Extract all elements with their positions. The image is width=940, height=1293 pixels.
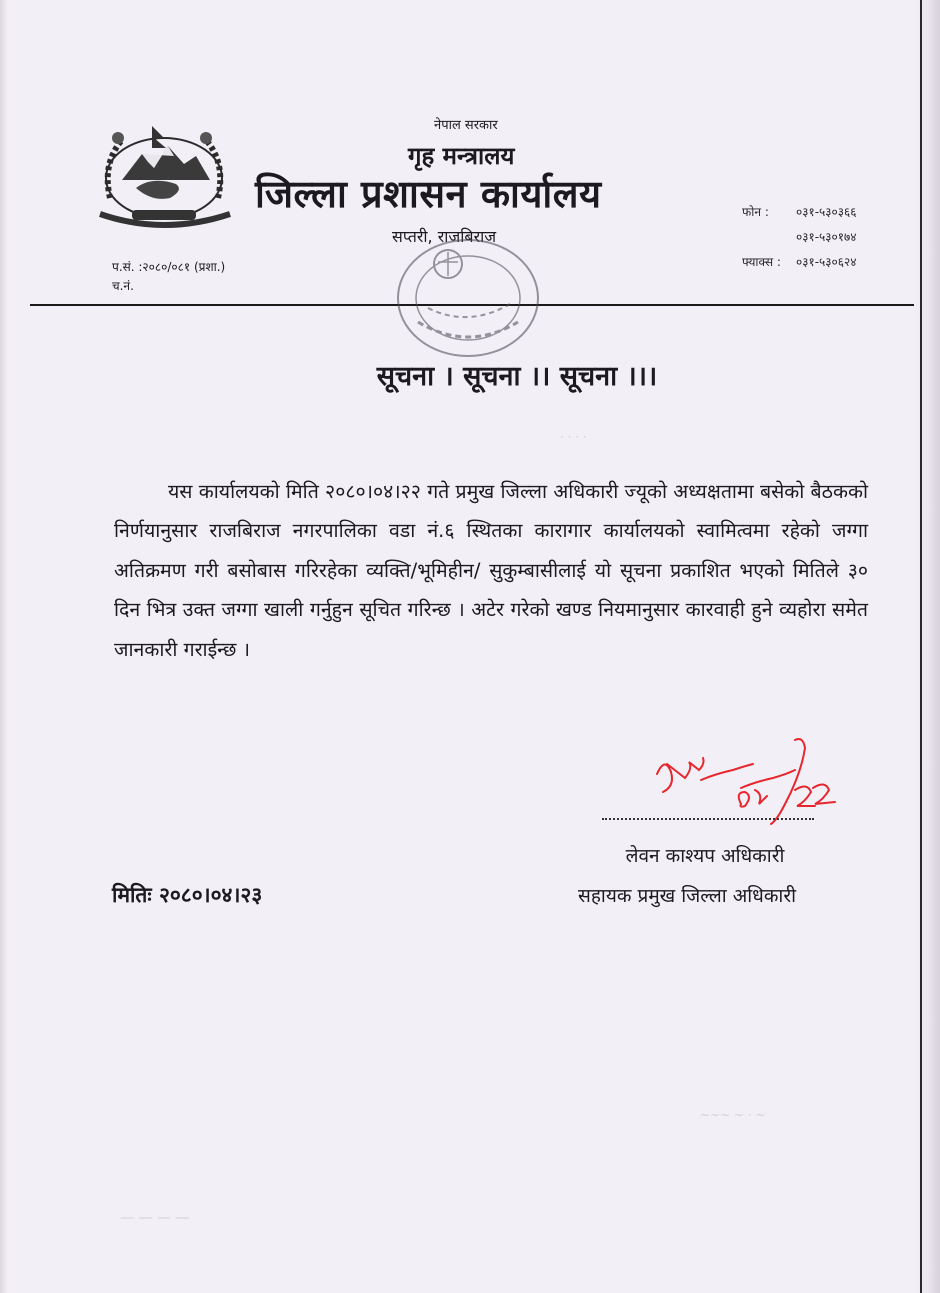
handwritten-signature-icon bbox=[645, 734, 855, 830]
signature-line bbox=[602, 818, 814, 820]
notice-title: सूचना । सूचना ।। सूचना ।।। bbox=[376, 361, 658, 392]
nepal-emblem-icon bbox=[92, 118, 238, 230]
page-edge-line bbox=[920, 0, 922, 1293]
phone-row-2 bbox=[742, 228, 857, 245]
letter-number: प.सं. :२०८०/०८१ (प्रशा.) bbox=[112, 260, 226, 274]
phone-number-2: ०३१-५३०१७४ bbox=[796, 230, 857, 244]
fax-number: ०३१-५३०६२४ bbox=[796, 255, 857, 269]
office-name: जिल्ला प्रशासन कार्यालय bbox=[255, 172, 602, 216]
signatory-name: लेवन काश्यप अधिकारी bbox=[625, 845, 785, 867]
signatory-title: सहायक प्रमुख जिल्ला अधिकारी bbox=[578, 885, 797, 907]
government-name: नेपाल सरकार bbox=[434, 118, 498, 133]
phone-number-1: ०३१-५३०३६६ bbox=[796, 205, 857, 219]
bleed-through-mark: — — — — bbox=[120, 1210, 190, 1226]
page-edge bbox=[914, 0, 940, 1293]
phone-row-1 bbox=[742, 203, 857, 220]
fax-row bbox=[742, 253, 857, 270]
scan-shadow-left bbox=[0, 0, 8, 1293]
bleed-through-mark: · · · · bbox=[560, 430, 587, 444]
notice-body bbox=[114, 472, 868, 669]
phone-label: फोन : bbox=[742, 205, 769, 219]
office-address: सप्तरी, राजबिराज bbox=[392, 227, 497, 246]
fax-label: फ्याक्स : bbox=[742, 255, 781, 269]
office-seal-stamp-icon bbox=[388, 232, 548, 364]
dispatch-number: च.नं. bbox=[112, 279, 134, 293]
ministry-name: गृह मन्त्रालय bbox=[408, 142, 515, 170]
document-date: मितिः २०८०।०४।२३ bbox=[112, 883, 263, 907]
notice-body-text: यस कार्यालयको मिति २०८०।०४।२२ गते प्रमुख जिल्ला अधिकारी ज्यूको अध्यक्षतामा बसेको बैठकको निर्णयानुसार राजबिराज नगरपालिका वडा नं.६ स्थितका कारागार कार्यालयको स्वामित्वमा रहेको जग्गा अतिक्रमण गरी बसोबास गरिरहेका व्यक्ति/भूमिहीन/ सुकुम्बासीलाई यो सूचना प्रकाशित भएको मितिले ३० दिन भित्र उक्त जग्गा खाली गर्नुहुन सूचित गरिन्छ । अटेर गरेको खण्ड नियमानुसार कारवाही हुने व्यहोरा समेत जानकारी गराईन्छ । bbox=[114, 480, 868, 661]
bleed-through-mark: ~~~ ~ · ~ bbox=[700, 1108, 766, 1122]
